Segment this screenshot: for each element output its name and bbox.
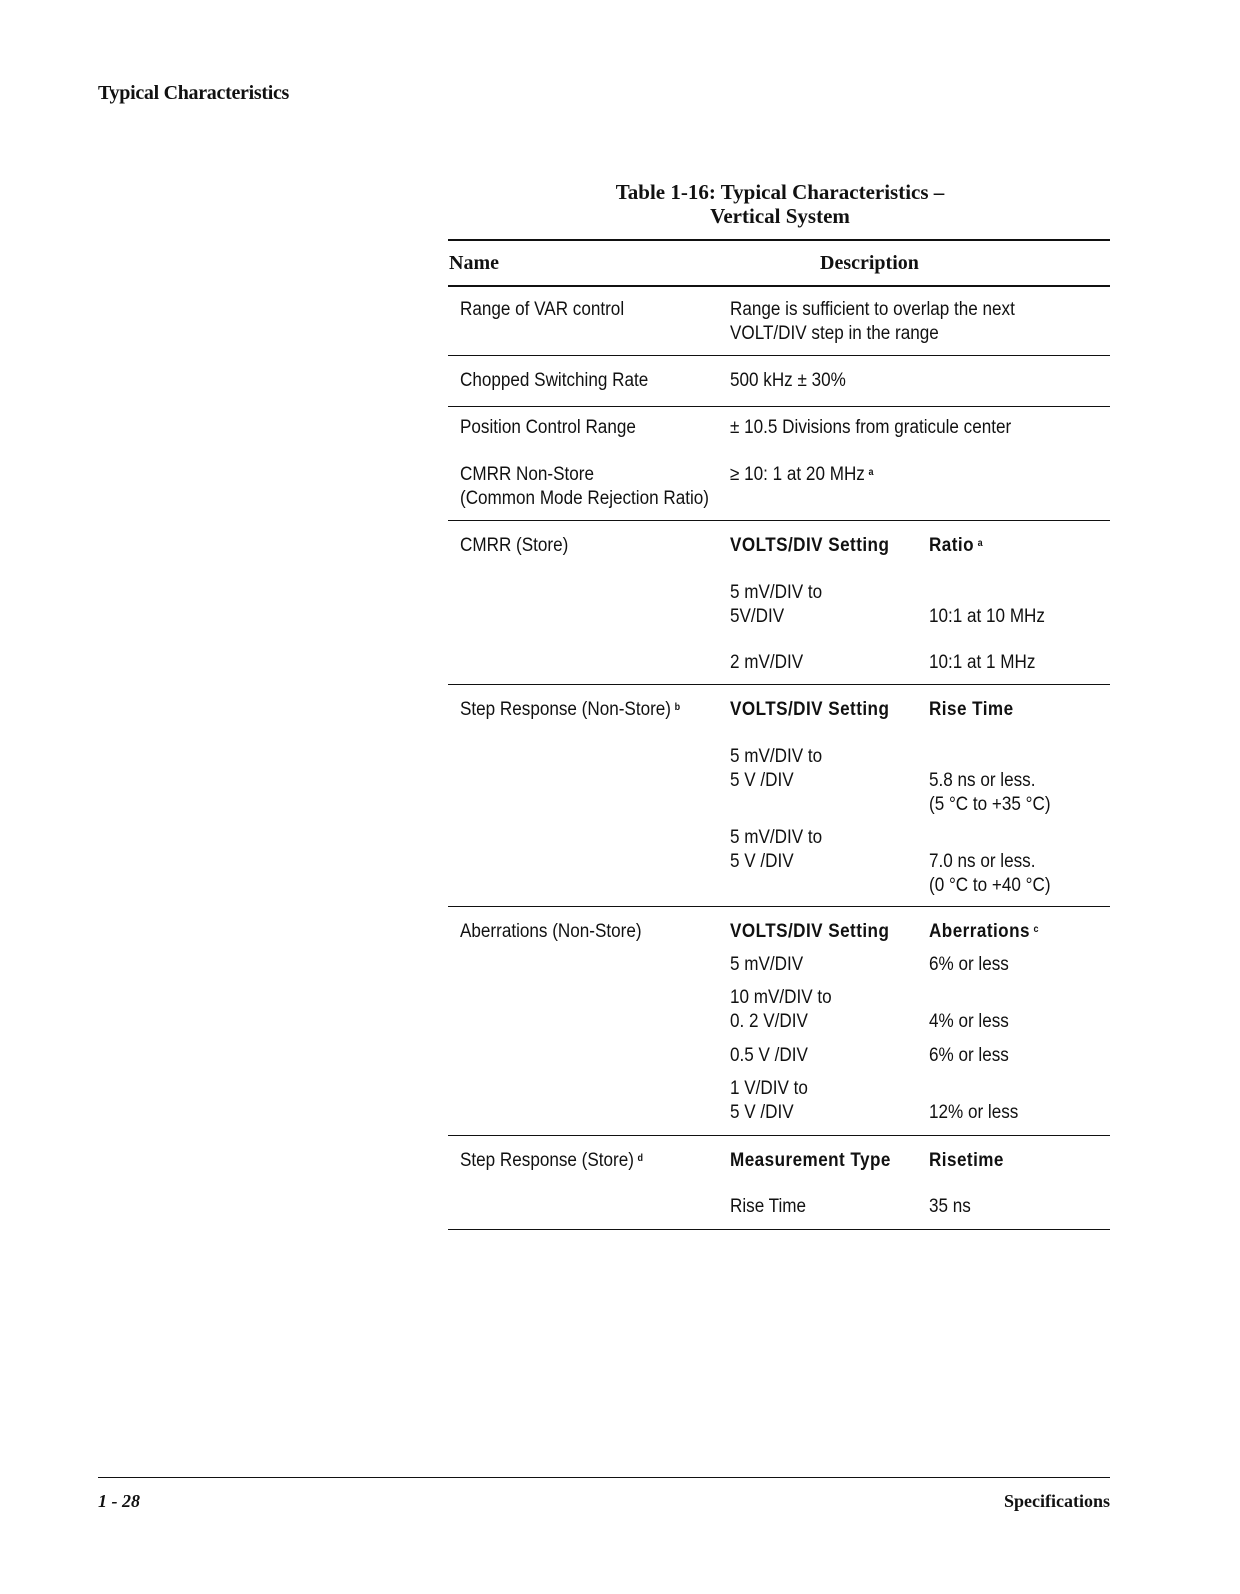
row-description: 500 kHz ± 30% xyxy=(730,370,846,391)
setting-value: 5 V /DIV xyxy=(730,851,794,872)
row-name: Step Response (Store) $^d$ xyxy=(460,1150,644,1171)
result-value: 6% or less xyxy=(929,1045,1009,1066)
setting-value: 5 V /DIV xyxy=(730,770,794,791)
row-name: CMRR Non-Store xyxy=(460,464,594,485)
sub-header: Ratio $^a$ xyxy=(929,535,984,556)
row-description: Range is sufficient to overlap the next xyxy=(730,299,1015,320)
footer-section-title: Specifications xyxy=(1004,1491,1110,1511)
table-header-rule xyxy=(448,285,1110,287)
column-header-name: Name xyxy=(449,252,499,274)
row-name: Step Response (Non-Store) $^b$ xyxy=(460,699,681,720)
row-name: Position Control Range xyxy=(460,417,636,438)
footnote-marker: a xyxy=(977,538,984,549)
row-divider xyxy=(448,1135,1110,1136)
setting-value: 5V/DIV xyxy=(730,606,785,627)
row-divider xyxy=(448,406,1110,407)
result-value: (5 °C to +35 °C) xyxy=(929,794,1051,815)
setting-value: 1 V/DIV to xyxy=(730,1078,808,1099)
footnote-marker: a xyxy=(868,467,874,478)
table-top-rule xyxy=(448,239,1110,241)
result-value: 35 ns xyxy=(929,1196,971,1217)
row-description: ≥ 10: 1 at 20 MHz $^a$ xyxy=(730,464,874,485)
row-name: Aberrations (Non-Store) xyxy=(460,921,642,942)
setting-value: 5 mV/DIV to xyxy=(730,746,823,767)
setting-value: 10 mV/DIV to xyxy=(730,987,832,1008)
row-name: (Common Mode Rejection Ratio) xyxy=(460,488,710,509)
row-divider xyxy=(448,684,1110,685)
sub-header: VOLTS/DIV Setting xyxy=(730,535,890,556)
sub-header: Rise Time xyxy=(929,699,1014,720)
column-header-description: Description xyxy=(820,252,919,274)
sub-header: Measurement Type xyxy=(730,1150,891,1171)
setting-value: 5 mV/DIV to xyxy=(730,582,823,603)
setting-value: 5 mV/DIV xyxy=(730,954,804,975)
running-head: Typical Characteristics xyxy=(98,82,290,104)
row-description: VOLT/DIV step in the range xyxy=(730,323,939,344)
result-value: 7.0 ns or less. xyxy=(929,851,1036,872)
setting-value: 0. 2 V/DIV xyxy=(730,1011,808,1032)
result-value: 12% or less xyxy=(929,1102,1019,1123)
row-divider xyxy=(448,906,1110,907)
sub-header: VOLTS/DIV Setting xyxy=(730,921,890,942)
row-name: Chopped Switching Rate xyxy=(460,370,649,391)
page-number: 1 - 28 xyxy=(98,1491,140,1511)
result-value: (0 °C to +40 °C) xyxy=(929,875,1051,896)
setting-value: 0.5 V /DIV xyxy=(730,1045,808,1066)
result-value: 4% or less xyxy=(929,1011,1009,1032)
setting-value: 5 mV/DIV to xyxy=(730,827,823,848)
result-value: 10:1 at 1 MHz xyxy=(929,652,1036,673)
setting-value: 2 mV/DIV xyxy=(730,652,804,673)
table-bottom-rule xyxy=(448,1229,1110,1230)
row-divider xyxy=(448,520,1110,521)
table-caption-subtitle: Vertical System xyxy=(710,204,850,228)
setting-value: Rise Time xyxy=(730,1196,807,1217)
result-value: 5.8 ns or less. xyxy=(929,770,1036,791)
footer-rule xyxy=(98,1477,1110,1478)
row-description: ± 10.5 Divisions from graticule center xyxy=(730,417,1012,438)
footnote-marker: d xyxy=(637,1153,644,1164)
row-name: CMRR (Store) xyxy=(460,535,569,556)
sub-header: Risetime xyxy=(929,1150,1004,1171)
row-divider xyxy=(448,355,1110,356)
footnote-marker: b xyxy=(674,702,681,713)
table-caption: Table 1-16: Typical Characteristics – xyxy=(615,180,945,204)
row-name: Range of VAR control xyxy=(460,299,625,320)
result-value: 6% or less xyxy=(929,954,1009,975)
footnote-marker: c xyxy=(1033,924,1039,935)
result-value: 10:1 at 10 MHz xyxy=(929,606,1045,627)
sub-header: Aberrations $^c$ xyxy=(929,921,1039,942)
setting-value: 5 V /DIV xyxy=(730,1102,794,1123)
sub-header: VOLTS/DIV Setting xyxy=(730,699,890,720)
